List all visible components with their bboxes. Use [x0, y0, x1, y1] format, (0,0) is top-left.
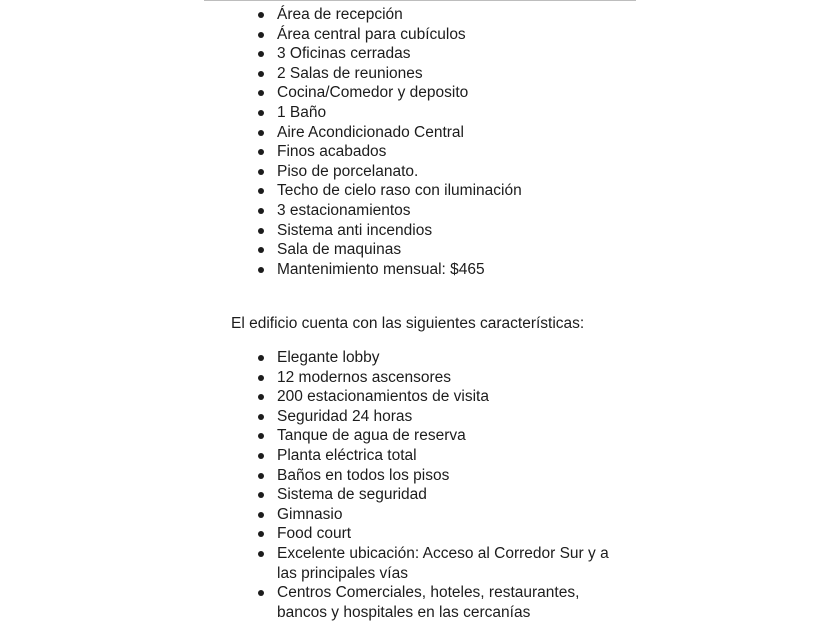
building-intro-text: El edificio cuenta con las siguientes características:	[231, 315, 585, 332]
list-item: Techo de cielo raso con iluminación	[258, 181, 638, 201]
list-item: Planta eléctrica total	[258, 446, 618, 466]
list-item: Gimnasio	[258, 505, 618, 525]
list-item: 200 estacionamientos de visita	[258, 387, 618, 407]
list-item: Sala de maquinas	[258, 240, 638, 260]
list-item: 12 modernos ascensores	[258, 368, 618, 388]
list-item: 2 Salas de reuniones	[258, 64, 638, 84]
list-item: Food court	[258, 524, 618, 544]
list-item: Elegante lobby	[258, 348, 618, 368]
list-item: Área central para cubículos	[258, 25, 638, 45]
list-item: Sistema anti incendios	[258, 221, 638, 241]
list-item: Tanque de agua de reserva	[258, 426, 618, 446]
list-item: Excelente ubicación: Acceso al Corredor Sur y a las principales vías	[258, 544, 618, 583]
list-item: 3 Oficinas cerradas	[258, 44, 638, 64]
list-item: Piso de porcelanato.	[258, 162, 638, 182]
list-item: Sistema de seguridad	[258, 485, 618, 505]
list-item: Centros Comerciales, hoteles, restaurantes, bancos y hospitales en las cercanías	[258, 583, 618, 622]
list-item: Finos acabados	[258, 142, 638, 162]
list-item: 3 estacionamientos	[258, 201, 638, 221]
list-item: 1 Baño	[258, 103, 638, 123]
list-item: Aire Acondicionado Central	[258, 123, 638, 143]
building-features-list	[258, 348, 618, 622]
list-item: Seguridad 24 horas	[258, 407, 618, 427]
list-item: Área de recepción	[258, 5, 638, 25]
unit-features-list	[258, 5, 638, 279]
list-item: Cocina/Comedor y deposito	[258, 83, 638, 103]
list-item: Baños en todos los pisos	[258, 466, 618, 486]
list-item: Mantenimiento mensual: $465	[258, 260, 638, 280]
